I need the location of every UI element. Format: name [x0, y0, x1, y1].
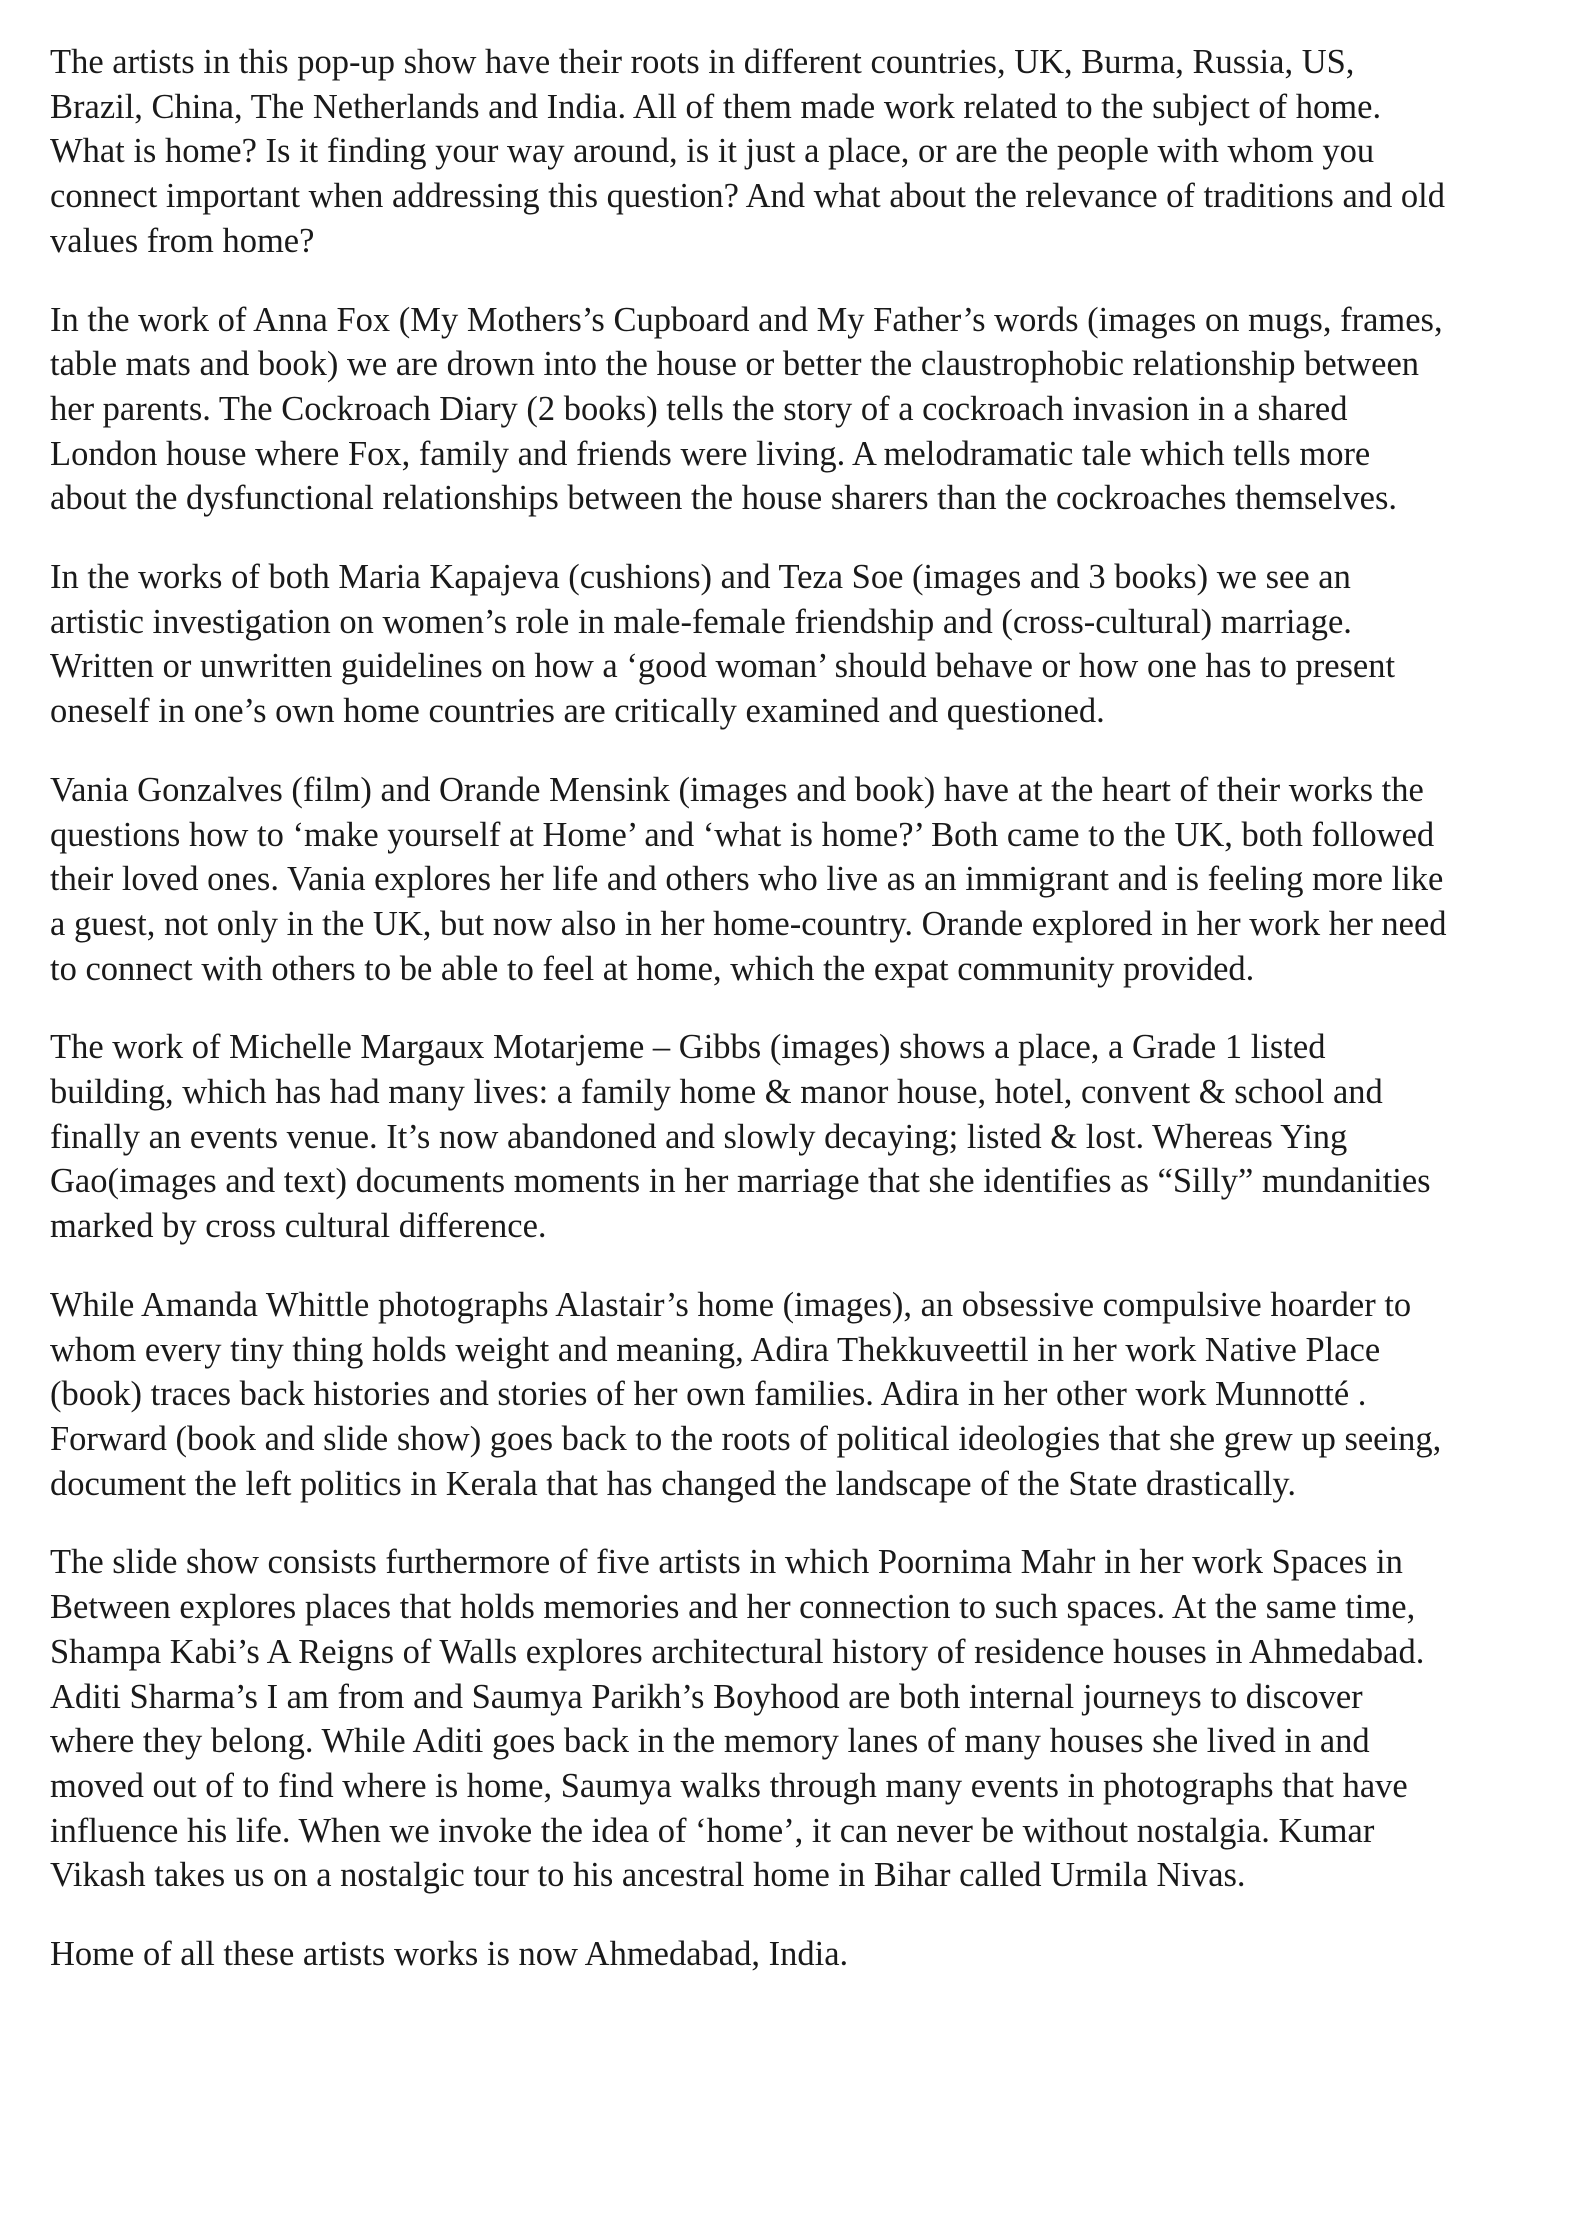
paragraph-intro: The artists in this pop-up show have their roots in different countries, UK, Burma, Russia, US, Brazil, China, The Netherlands and India. All of them made work related to the subject of home. What is home? Is it finding your way around, is it just a place, or are the people with whom you connect important when addressing this question? And what about the relevance of traditions and old values from home? [50, 43, 1445, 260]
paragraph-motarjeme-gao: The work of Michelle Margaux Motarjeme – Gibbs (images) shows a place, a Grade 1 listed building, which has had many lives: a family home & manor house, hotel, convent & school and finally an events venue. It’s now abandoned and slowly decaying; listed & lost. Whereas Ying Gao(images and text) documents moments in her marriage that she identifies as “Silly” mundanities marked by cross cultural difference. [50, 1028, 1431, 1246]
paragraph-kapajeva-soe: In the works of both Maria Kapajeva (cushions) and Teza Soe (images and 3 books) we see an artistic investigation on women’s role in male-female friendship and (cross-cultural) marriage. Written or unwritten guidelines on how a ‘good woman’ should behave or how one has to present oneself in one’s own home countries are critically examined and questioned. [50, 558, 1396, 731]
paragraph-anna-fox: In the work of Anna Fox (My Mothers’s Cupboard and My Father’s words (images on mugs, frames, table mats and book) we are drown into the house or better the claustrophobic relationship between her parents. The Cockroach Diary (2 books) tells the story of a cockroach invasion in a shared London house where Fox, family and friends were living. A melodramatic tale which tells more about the dysfunctional relationships between the house sharers than the cockroaches themselves. [50, 300, 1443, 518]
paragraph-slide-show: The slide show consists furthermore of five artists in which Poornima Mahr in her work Spaces in Between explores places that holds memories and her connection to such spaces. At the same time, Shampa Kabi’s A Reigns of Walls explores architectural history of residence houses in Ahmedabad. Aditi Sharma’s I am from and Saumya Parikh’s Boyhood are both internal journeys to discover where they belong. While Aditi goes back in the memory lanes of many houses she lived in and moved out of to find where is home, Saumya walks through many events in photographs that have influence his life. When we invoke the idea of ‘home’, it can never be without nostalgia. Kumar Vikash takes us on a nostalgic tour to his ancestral home in Bihar called Urmila Nivas. [50, 1543, 1425, 1895]
paragraph-gonzalves-mensink: Vania Gonzalves (film) and Orande Mensink (images and book) have at the heart of their works the questions how to ‘make yourself at Home’ and ‘what is home?’ Both came to the UK, both followed their loved ones. Vania explores her life and others who live as an immigrant and is feeling more like a guest, not only in the UK, but now also in her home-country. Orande explored in her work her need to connect with others to be able to feel at home, which the expat community provided. [50, 770, 1447, 988]
paragraph-closing: Home of all these artists works is now Ahmedabad, India. [50, 1935, 849, 1974]
document-body [50, 40, 1450, 1977]
paragraph-whittle-thekkuveettil: While Amanda Whittle photographs Alastair’s home (images), an obsessive compulsive hoarder to whom every tiny thing holds weight and meaning, Adira Thekkuveettil in her work Native Place (book) traces back histories and stories of her own families. Adira in her other work Munnotté . Forward (book and slide show) goes back to the roots of political ideologies that she grew up seeing, document the left politics in Kerala that has changed the landscape of the State drastically. [50, 1285, 1442, 1503]
